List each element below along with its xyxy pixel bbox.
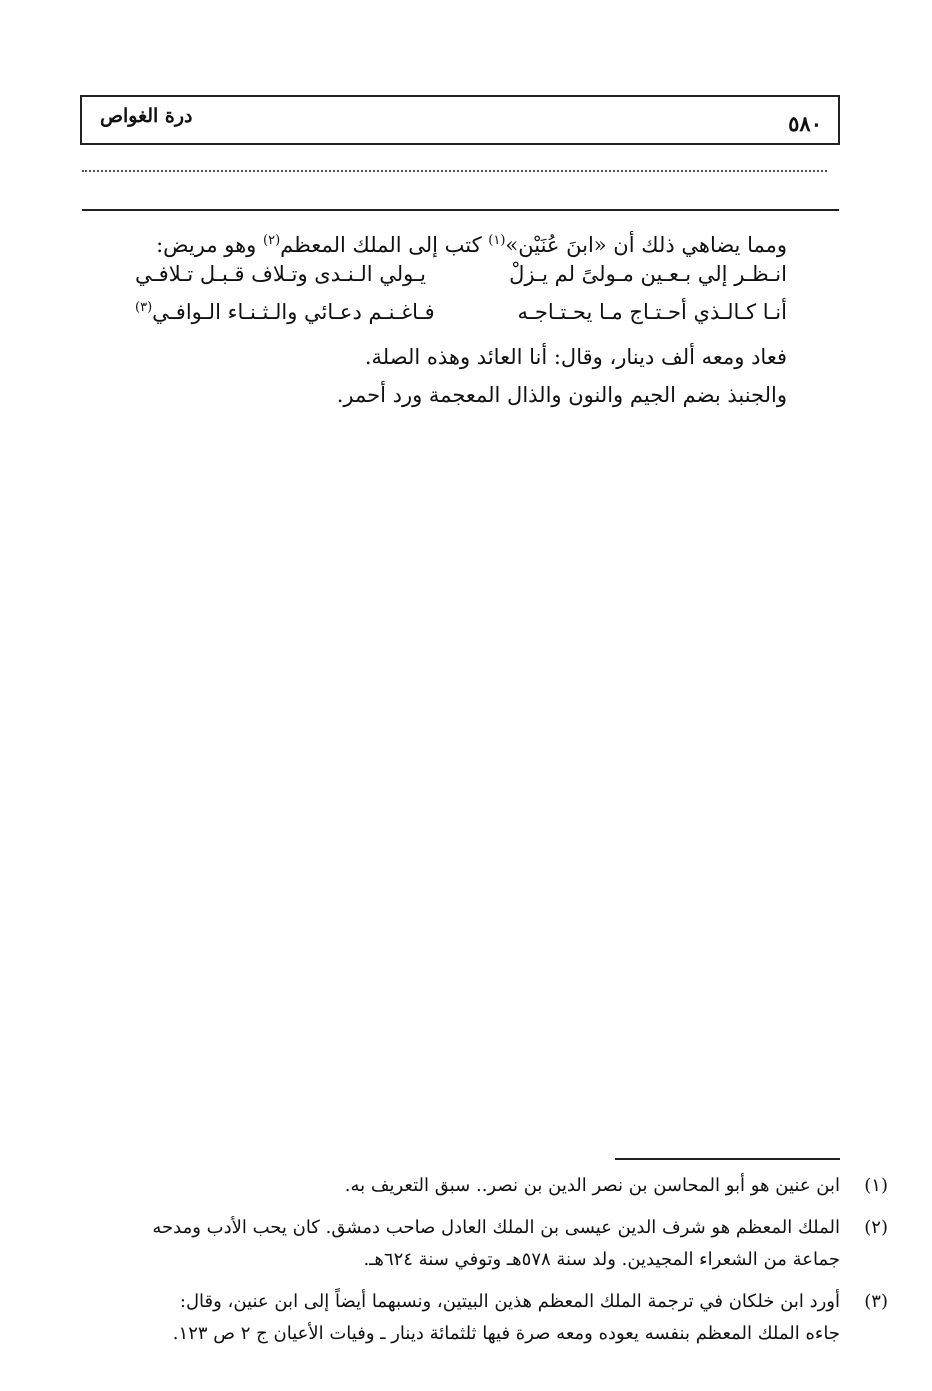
body-paragraph-jundub <box>135 376 787 414</box>
verse-2-first-hemistich: أنـا كـالـذي أحـتـاج مـا يحـتـاجـه <box>517 300 787 324</box>
footnote-2-line-1: الملك المعظم هو شرف الدين عيسى بن الملك العادل صاحب دمشق. كان يحب الأدب ومدحه <box>152 1217 840 1238</box>
verse-2-second-text: فـاغـنـم دعـائي والـثـنـاء الـوافـي <box>152 300 435 324</box>
footnote-2-line-2: جماعة من الشعراء المجيدين. ولد سنة ٥٧٨هـ وتوفي سنة ٦٢٤هـ. <box>363 1249 840 1270</box>
header-rule <box>82 209 839 211</box>
intro-start: ومما يضاهي ذلك أن «ابنَ عُنَيْن» <box>505 233 787 257</box>
footnote-3-line-2: جاءه الملك المعظم بنفسه يعوده ومعه صرة فيها ثلثمائة دينار ـ وفيات الأعيان ج ٢ ص ١٢٣. <box>172 1323 840 1344</box>
intro-mid: كتب إلى الملك المعظم <box>280 233 489 257</box>
footnote-3 <box>78 1286 888 1350</box>
verse-1-first-hemistich: انـظـر إلي بـعـين مـولىً لم يـزلْ <box>509 262 787 286</box>
footnote-1-line-1: ابن عنين هو أبو المحاسن بن نصر الدين بن نصر.. سبق التعريف به. <box>344 1175 840 1196</box>
footnote-3-number: (٣) <box>864 1291 888 1312</box>
body-line-jundub: والجنبذ بضم الجيم والنون والذال المعجمة ورد أحمر. <box>336 383 787 407</box>
footnote-ref-3[interactable]: (٣) <box>135 300 153 315</box>
footnote-ref-1[interactable]: (١) <box>488 233 506 248</box>
verse-2 <box>135 300 787 336</box>
body-intro-line <box>135 222 787 264</box>
running-header <box>80 95 840 145</box>
footnote-ref-2[interactable]: (٢) <box>263 233 281 248</box>
body-line-return: فعاد ومعه ألف دينار، وقال: أنا العائد وهذه الصلة. <box>364 345 787 369</box>
intro-end: وهو مريض: <box>156 233 263 257</box>
verse-1-second-hemistich: يـولي الـنـدى وتـلاف قـبـل تـلافـي <box>135 262 427 286</box>
footnote-2 <box>78 1212 888 1276</box>
dotted-divider <box>82 170 827 172</box>
verse-2-second-hemistich <box>135 300 435 324</box>
body-paragraph-return <box>135 338 787 376</box>
page-number: ٥٨٠ <box>788 111 822 136</box>
footnote-rule <box>615 1158 840 1160</box>
footnote-1-number: (١) <box>864 1175 888 1196</box>
book-title: درة الغواص <box>100 105 193 127</box>
verse-1 <box>135 262 787 298</box>
footnote-3-line-1: أورد ابن خلكان في ترجمة الملك المعظم هذين البيتين، ونسبهما أيضاً إلى ابن عنين، وقال: <box>179 1291 840 1312</box>
footnote-1 <box>78 1170 888 1202</box>
footnote-2-number: (٢) <box>864 1217 888 1238</box>
